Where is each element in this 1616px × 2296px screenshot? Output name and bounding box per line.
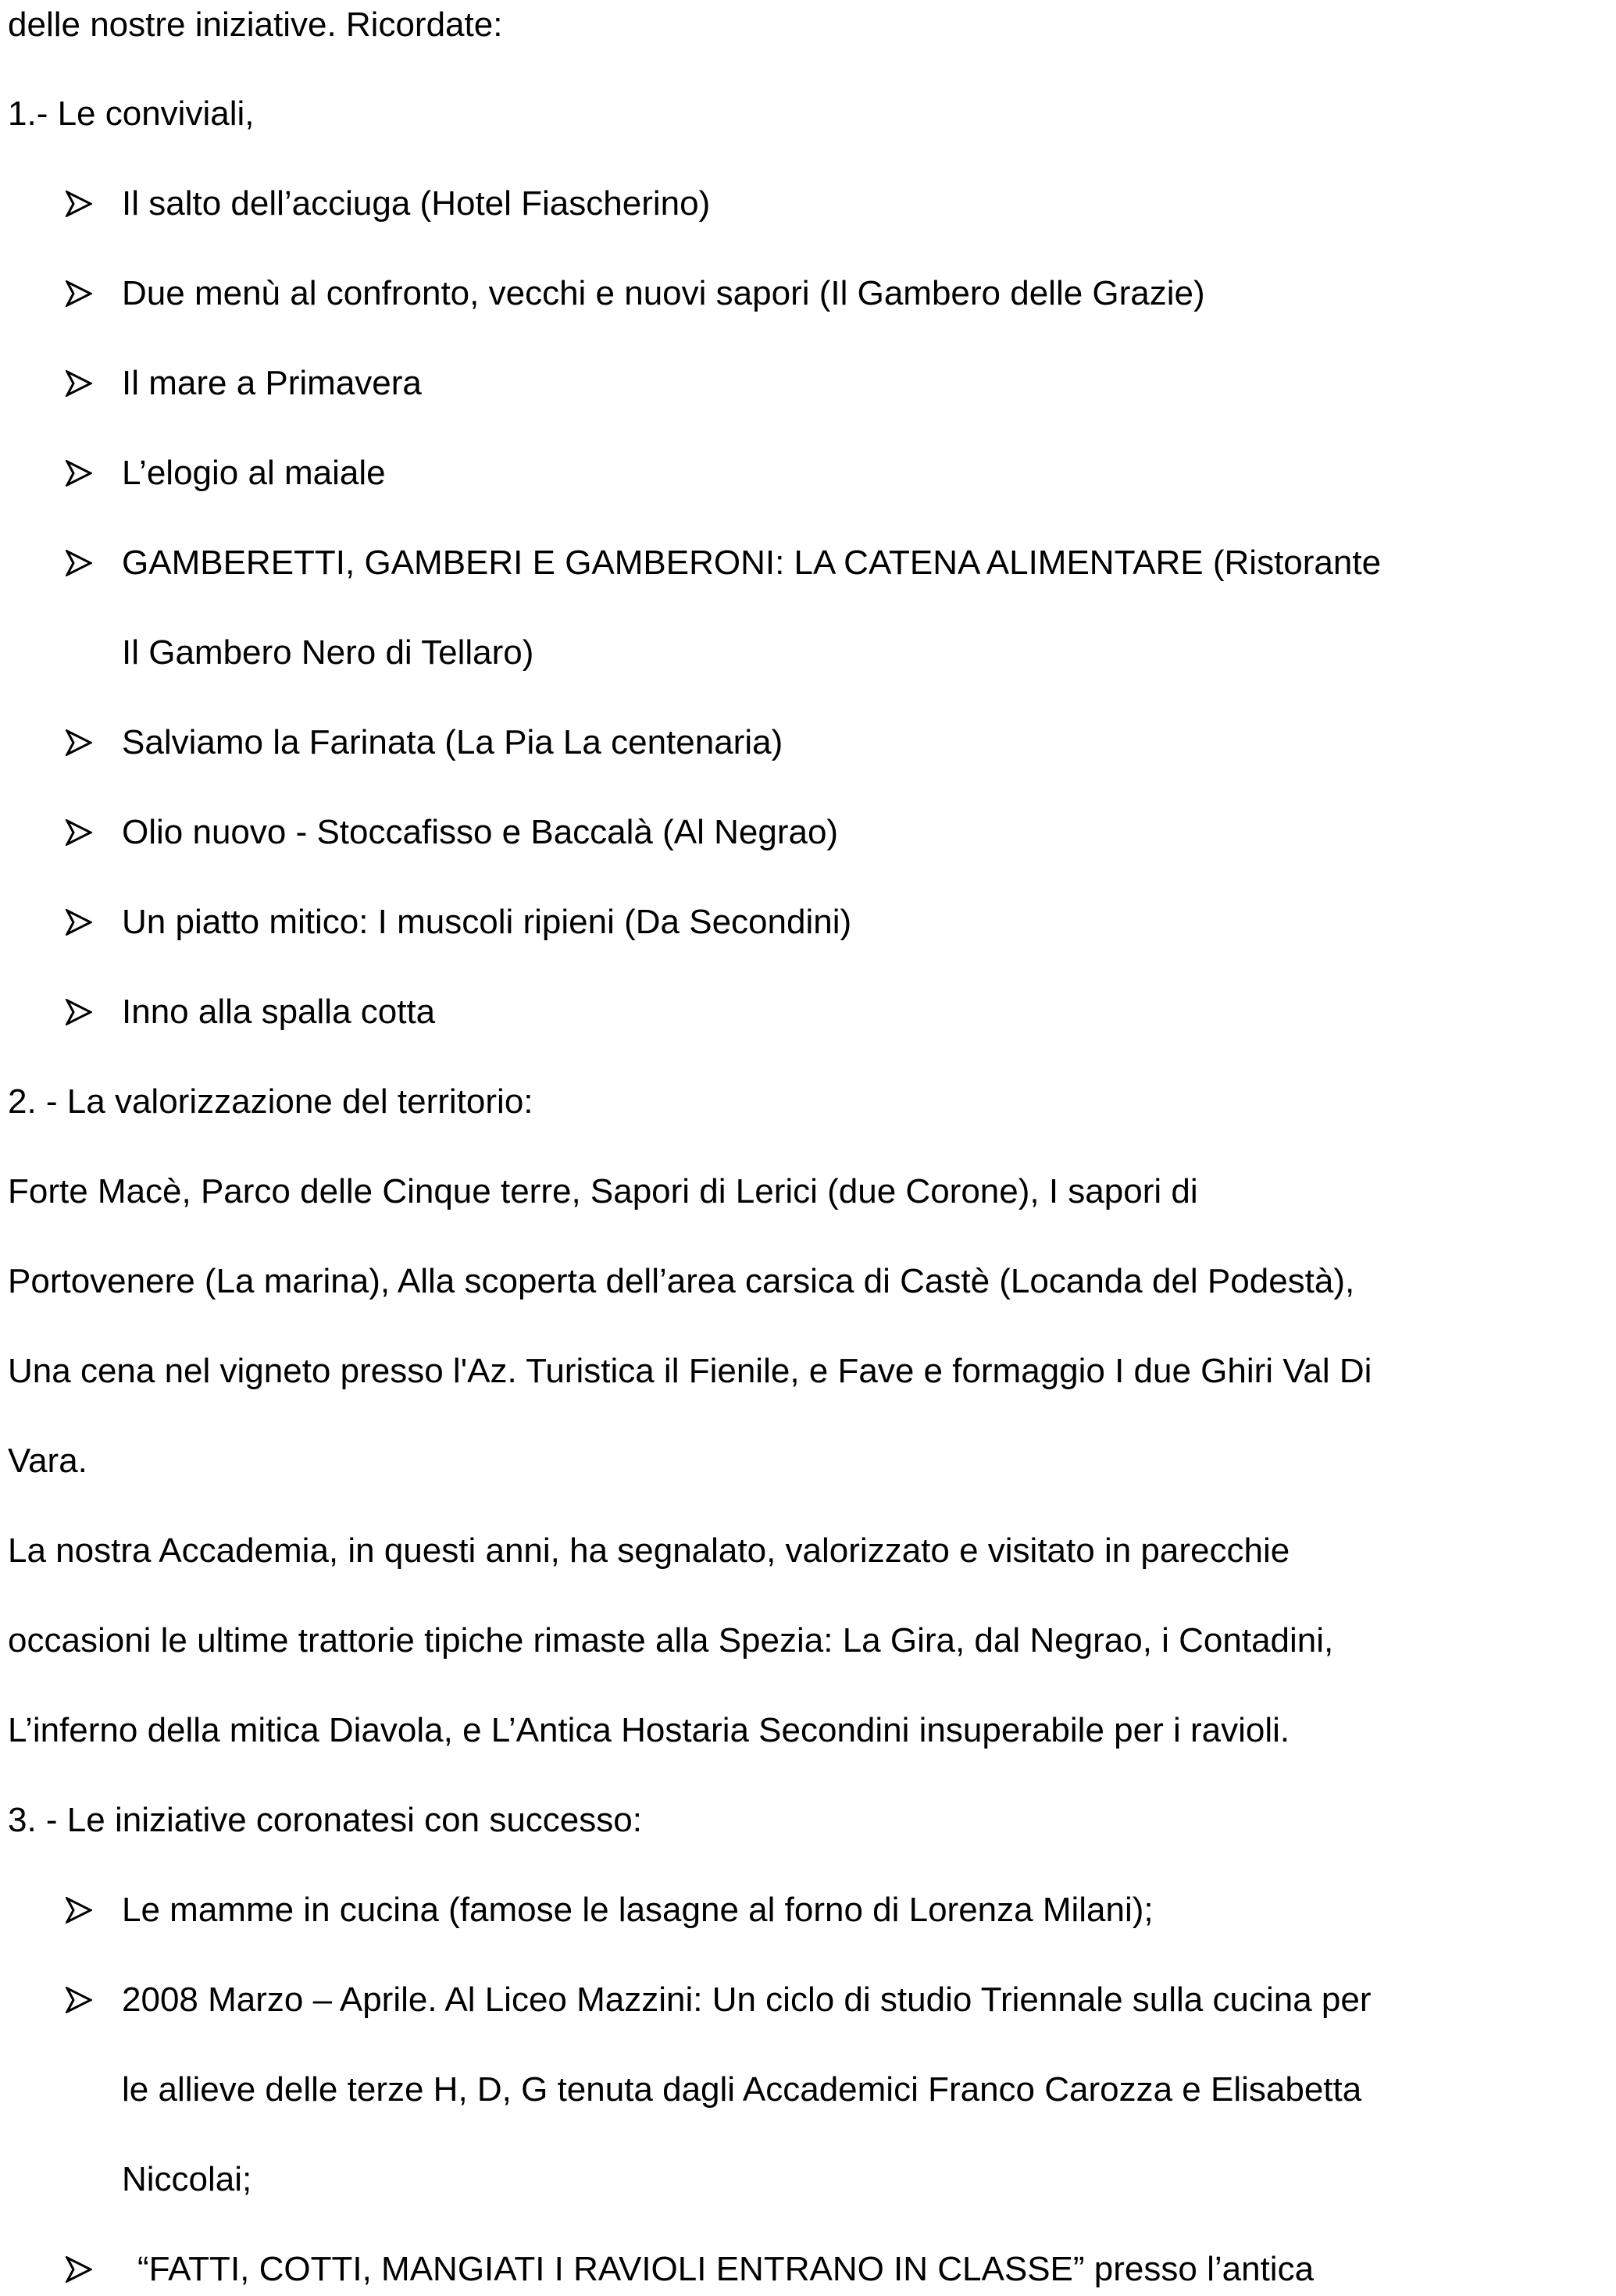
arrowhead-bullet-icon bbox=[66, 900, 92, 944]
arrowhead-bullet-icon bbox=[66, 362, 92, 405]
list-item: 2008 Marzo – Aprile. Al Liceo Mazzini: Un ciclo di studio Triennale sulla cucina per bbox=[122, 1980, 1372, 2019]
paragraph-line: Vara. bbox=[8, 1442, 87, 1480]
paragraph-line: occasioni le ultime trattorie tipiche rimaste alla Spezia: La Gira, dal Negrao, i Contadini, bbox=[8, 1621, 1334, 1660]
arrowhead-bullet-icon bbox=[66, 1978, 92, 2022]
paragraph-line: L’inferno della mitica Diavola, e L’Antica Hostaria Secondini insuperabile per i ravioli. bbox=[8, 1711, 1290, 1749]
arrowhead-bullet-icon bbox=[66, 272, 92, 316]
list-item-continuation: le allieve delle terze H, D, G tenuta dagli Accademici Franco Carozza e Elisabetta bbox=[122, 2070, 1362, 2109]
intro-line: delle nostre iniziative. Ricordate: bbox=[8, 5, 503, 44]
list-item: GAMBERETTI, GAMBERI E GAMBERONI: LA CATENA ALIMENTARE (Ristorante bbox=[122, 544, 1382, 582]
list-item: L’elogio al maiale bbox=[122, 454, 386, 492]
list-item: Due menù al confronto, vecchi e nuovi sapori (Il Gambero delle Grazie) bbox=[122, 274, 1205, 312]
arrowhead-bullet-icon bbox=[66, 2248, 92, 2291]
list-item: Olio nuovo - Stoccafisso e Baccalà (Al Negrao) bbox=[122, 813, 839, 851]
list-item: “FATTI, COTTI, MANGIATI I RAVIOLI ENTRANO IN CLASSE” presso l’antica bbox=[137, 2250, 1315, 2288]
arrowhead-bullet-icon bbox=[66, 811, 92, 854]
arrowhead-bullet-icon bbox=[66, 990, 92, 1034]
list-item-continuation: Niccolai; bbox=[122, 2160, 252, 2198]
list-item: Inno alla spalla cotta bbox=[122, 993, 436, 1031]
section-3-heading: 3. - Le iniziative coronatesi con successo: bbox=[8, 1801, 642, 1839]
arrowhead-bullet-icon bbox=[66, 451, 92, 495]
list-item: Il salto dell’acciuga (Hotel Fiascherino) bbox=[122, 184, 711, 223]
list-item: Le mamme in cucina (famose le lasagne al forno di Lorenza Milani); bbox=[122, 1891, 1154, 1929]
arrowhead-bullet-icon bbox=[66, 1888, 92, 1932]
paragraph-line: La nostra Accademia, in questi anni, ha segnalato, valorizzato e visitato in parecchie bbox=[8, 1531, 1290, 1570]
list-item-continuation: Il Gambero Nero di Tellaro) bbox=[122, 633, 534, 672]
paragraph-line: Forte Macè, Parco delle Cinque terre, Sapori di Lerici (due Corone), I sapori di bbox=[8, 1172, 1198, 1210]
paragraph-line: Una cena nel vigneto presso l'Az. Turistica il Fienile, e Fave e formaggio I due Ghiri Val Di bbox=[8, 1352, 1372, 1390]
section-2-heading: 2. - La valorizzazione del territorio: bbox=[8, 1082, 533, 1121]
arrowhead-bullet-icon bbox=[66, 721, 92, 765]
paragraph-line: Portovenere (La marina), Alla scoperta dell’area carsica di Castè (Locanda del Podestà), bbox=[8, 1262, 1355, 1300]
list-item: Un piatto mitico: I muscoli ripieni (Da Secondini) bbox=[122, 903, 852, 941]
arrowhead-bullet-icon bbox=[66, 182, 92, 226]
section-1-heading: 1.- Le conviviali, bbox=[8, 94, 255, 133]
arrowhead-bullet-icon bbox=[66, 541, 92, 585]
list-item: Salviamo la Farinata (La Pia La centenaria) bbox=[122, 723, 783, 761]
list-item: Il mare a Primavera bbox=[122, 364, 422, 402]
